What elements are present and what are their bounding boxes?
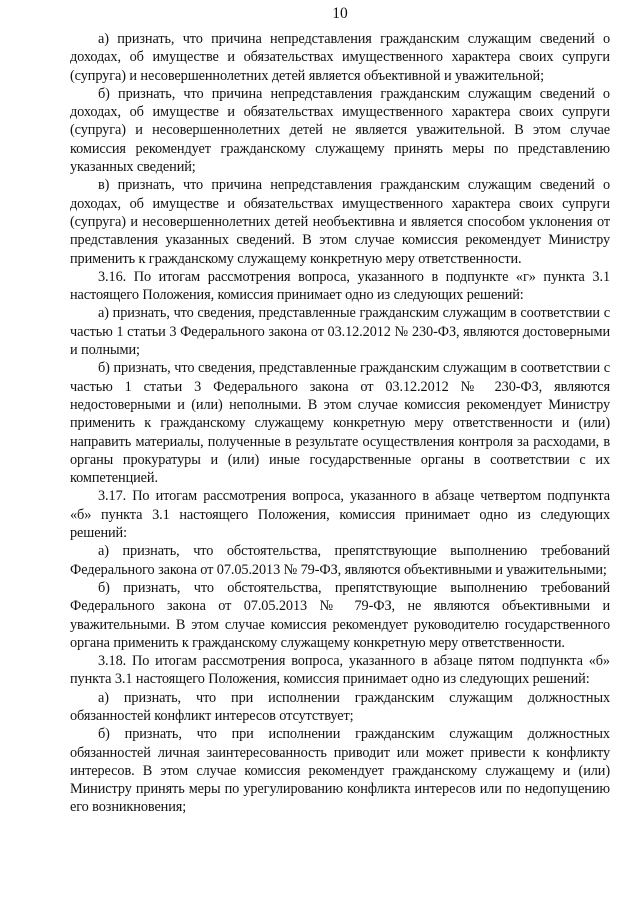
paragraph-3-18-b: б) признать, что при исполнении гражданским служащим должностных обязанностей личная заинтересованность приводит или может привести к конфликту интересов. В этом случае комиссия рекомендует гражданскому служащему и (или) Министру принять меры по урегулированию конфликта интересов или по недопущению его возникновения; — [70, 726, 610, 816]
page-number: 10 — [332, 5, 348, 22]
document-page — [70, 0, 610, 905]
paragraph-3-18: 3.18. По итогам рассмотрения вопроса, указанного в абзаце пятом подпункта «б» пункта 3.1 настоящего Положения, комиссия принимает одно из следующих решений: — [70, 653, 610, 688]
paragraph-3-15-b: б) признать, что причина непредставления гражданским служащим сведений о доходах, об имуществе и обязательствах имущественного характера своих супруги (супруга) и несовершеннолетних детей не является уважительной. В этом случае комиссия рекомендует гражданскому служащему принять меры по представлению указанных сведений; — [70, 85, 610, 176]
paragraph-3-16: 3.16. По итогам рассмотрения вопроса, указанного в подпункте «г» пункта 3.1 настоящего Положения, комиссия принимает одно из следующих решений: — [70, 268, 610, 304]
paragraph-3-15-v: в) признать, что причина непредставления гражданским служащим сведений о доходах, об имуществе и обязательствах имущественного характера своих супруги (супруга) и несовершеннолетних детей необъективна и является способом уклонения от представления указанных сведений. В этом случае комиссия рекомендует Министру применить к гражданскому служащему конкретную меру ответственности. — [70, 177, 610, 267]
paragraph-3-17-b: б) признать, что обстоятельства, препятствующие выполнению требований Федерального закона от 07.05.2013 № 79-ФЗ, не являются объективными и уважительными. В этом случае комиссия рекомендует руководителю государственного органа применить к гражданскому служащему конкретную меру ответственности. — [70, 579, 610, 651]
paragraph-3-16-a: а) признать, что сведения, представленные гражданским служащим в соответствии с частью 1 статьи 3 Федерального закона от 03.12.2012 № 230-ФЗ, являются достоверными и полными; — [70, 305, 610, 359]
paragraph-3-16-b: б) признать, что сведения, представленные гражданским служащим в соответствии с частью 1 статьи 3 Федерального закона от 03.12.2012 № 230-ФЗ, являются недостоверными и (или) неполными. В этом случае комиссия рекомендует Министру применить к гражданскому служащему конкретную меру ответственности и (или) направить материалы, полученные в результате осуществления контроля за расходами, в органы прокуратуры и (или) иные государственные органы в соответствии с их компетенцией. — [70, 360, 610, 487]
paragraph-3-17: 3.17. По итогам рассмотрения вопроса, указанного в абзаце четвертом подпункта «б» пункта 3.1 настоящего Положения, комиссия принимает одно из следующих решений: — [70, 488, 610, 542]
paragraph-3-18-a: а) признать, что при исполнении гражданским служащим должностных обязанностей конфликт интересов отсутствует; — [70, 689, 610, 724]
paragraph-3-15-a: а) признать, что причина непредставления гражданским служащим сведений о доходах, об имуществе и обязательствах имущественного характера своих супруги (супруга) и несовершеннолетних детей является объективной и уважительной; — [70, 31, 610, 84]
paragraph-3-17-a: а) признать, что обстоятельства, препятствующие выполнению требований Федерального закона от 07.05.2013 № 79-ФЗ, являются объективными и уважительными; — [70, 543, 610, 578]
document-body — [70, 30, 610, 817]
